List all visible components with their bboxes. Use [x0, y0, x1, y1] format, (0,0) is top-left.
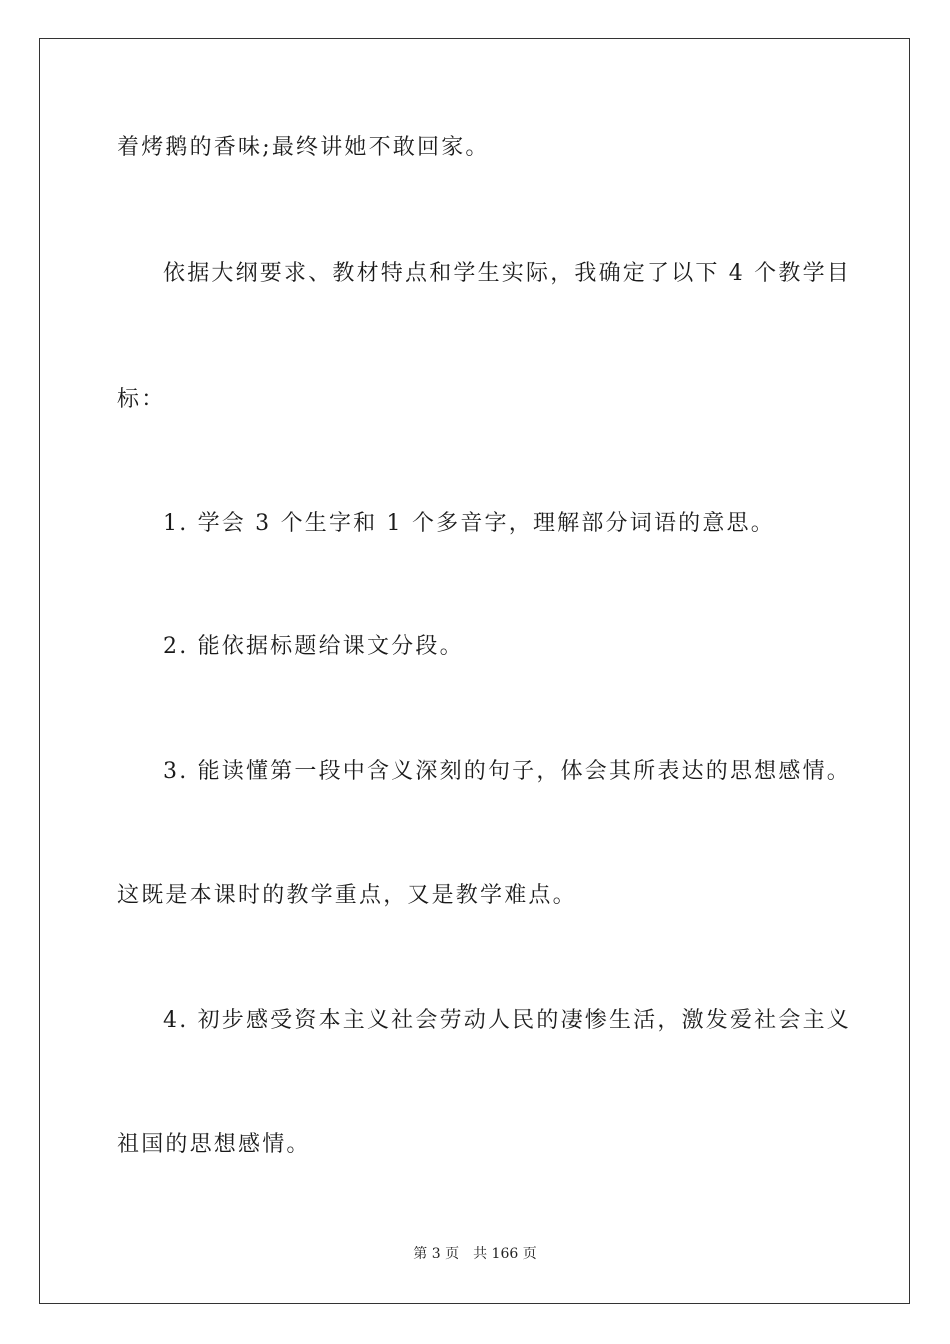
list-item: 3. 能读懂第一段中含义深刻的句子，体会其所表达的思想感情。	[163, 759, 851, 784]
list-item: 1. 学会 3 个生字和 1 个多音字，理解部分词语的意思。	[163, 511, 775, 536]
list-item: 4. 初步感受资本主义社会劳动人民的凄惨生活，激发爱社会主义	[163, 1008, 851, 1033]
page-footer	[0, 1244, 950, 1264]
paragraph-line: 祖国的思想感情。	[117, 1132, 311, 1157]
paragraph-line: 依据大纲要求、教材特点和学生实际，我确定了以下 4 个教学目	[163, 261, 851, 286]
page-number: 第 3 页	[413, 1246, 460, 1262]
page-total: 共 166 页	[473, 1246, 537, 1262]
page-frame	[39, 38, 910, 1304]
paragraph-line: 标：	[117, 387, 166, 412]
paragraph-line: 着烤鹅的香味;最终讲她不敢回家。	[117, 135, 490, 160]
paragraph-line: 这既是本课时的教学重点，又是教学难点。	[117, 883, 577, 908]
list-item: 2. 能依据标题给课文分段。	[163, 634, 464, 659]
